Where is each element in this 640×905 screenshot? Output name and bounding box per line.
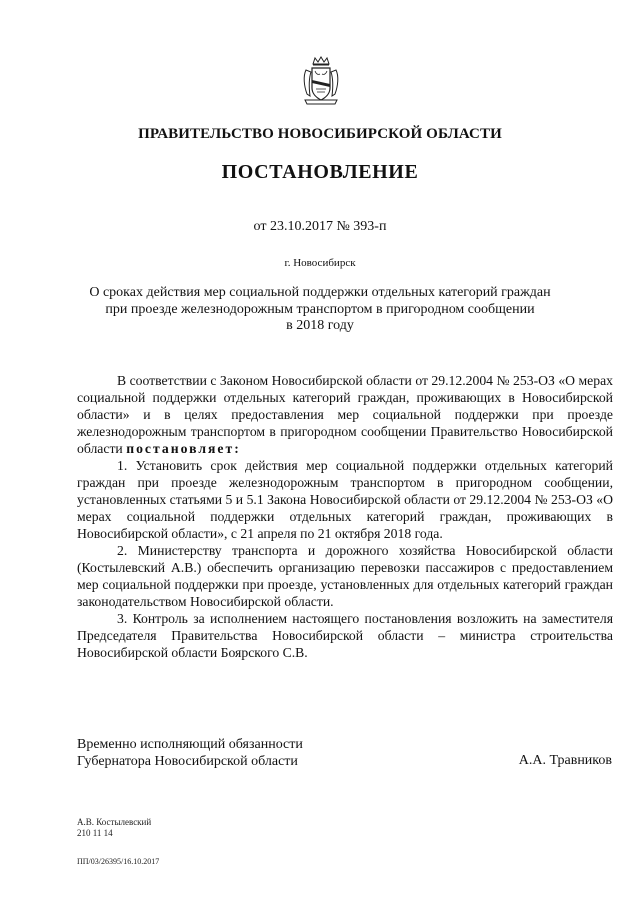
decree-word: постановляет [126, 441, 235, 456]
government-name: ПРАВИТЕЛЬСТВО НОВОСИБИРСКОЙ ОБЛАСТИ [138, 126, 502, 142]
document-id: ПП/03/26395/16.10.2017 [77, 857, 160, 866]
subject-line: при проезде железнодорожным транспортом в пригородном сообщении [105, 301, 535, 317]
coat-of-arms-icon [301, 56, 341, 108]
signatory-name: А.А. Травников [518, 753, 612, 768]
clause-2: 2. Министерству транспорта и дорожного хозяйства Новосибирской области (Костылевский А.В.) обеспечить организацию перевозки пассажиров с предоставлением мер социальной поддержки при проезде, установленных для отдельных категорий граждан законодательством Новосибирской области. [77, 543, 613, 609]
subject-line: в 2018 году [286, 318, 354, 333]
document-city: г. Новосибирск [284, 257, 356, 269]
preamble-text: В соответствии с Законом Новосибирской области от 29.12.2004 № 253-ОЗ «О мерах социальной поддержки отдельных категорий граждан, проживающих в Новосибирской области» и в целях предоставления мер социальной поддержки при проезде железнодорожным транспортом в пригородном сообщении Правительство Новосибирской области [77, 373, 613, 456]
preamble-paragraph [77, 372, 613, 457]
clause-3: 3. Контроль за исполнением настоящего постановления возложить на заместителя Председателя Правительства Новосибирской области – министра строительства Новосибирской области Боярского С.В. [77, 611, 613, 660]
document-body [77, 372, 613, 661]
document-number-date: от 23.10.2017 № 393-п [253, 219, 387, 234]
signatory-position-line: Временно исполняющий обязанности [77, 737, 303, 752]
decree-colon: : [234, 441, 239, 456]
document-subject [60, 285, 580, 335]
subject-line: О сроках действия мер социальной поддержки отдельных категорий граждан [89, 285, 551, 300]
signatory-position [77, 736, 303, 770]
document-title: ПОСТАНОВЛЕНИЕ [221, 161, 419, 183]
signatory-position-line: Губернатора Новосибирской области [77, 754, 298, 769]
executor-phone: 210 11 14 [77, 828, 113, 838]
executor-name: А.В. Костылевский [77, 817, 152, 827]
clause-1: 1. Установить срок действия мер социальной поддержки отдельных категорий граждан при проезде железнодорожным транспортом в пригородном сообщении, установленных статьями 5 и 5.1 Закона Новосибирской области от 29.12.2004 № 253-ОЗ «О мерах социальной поддержки отдельных категорий граждан, проживающих в Новосибирской области», с 21 апреля по 21 октября 2018 года. [77, 458, 613, 541]
